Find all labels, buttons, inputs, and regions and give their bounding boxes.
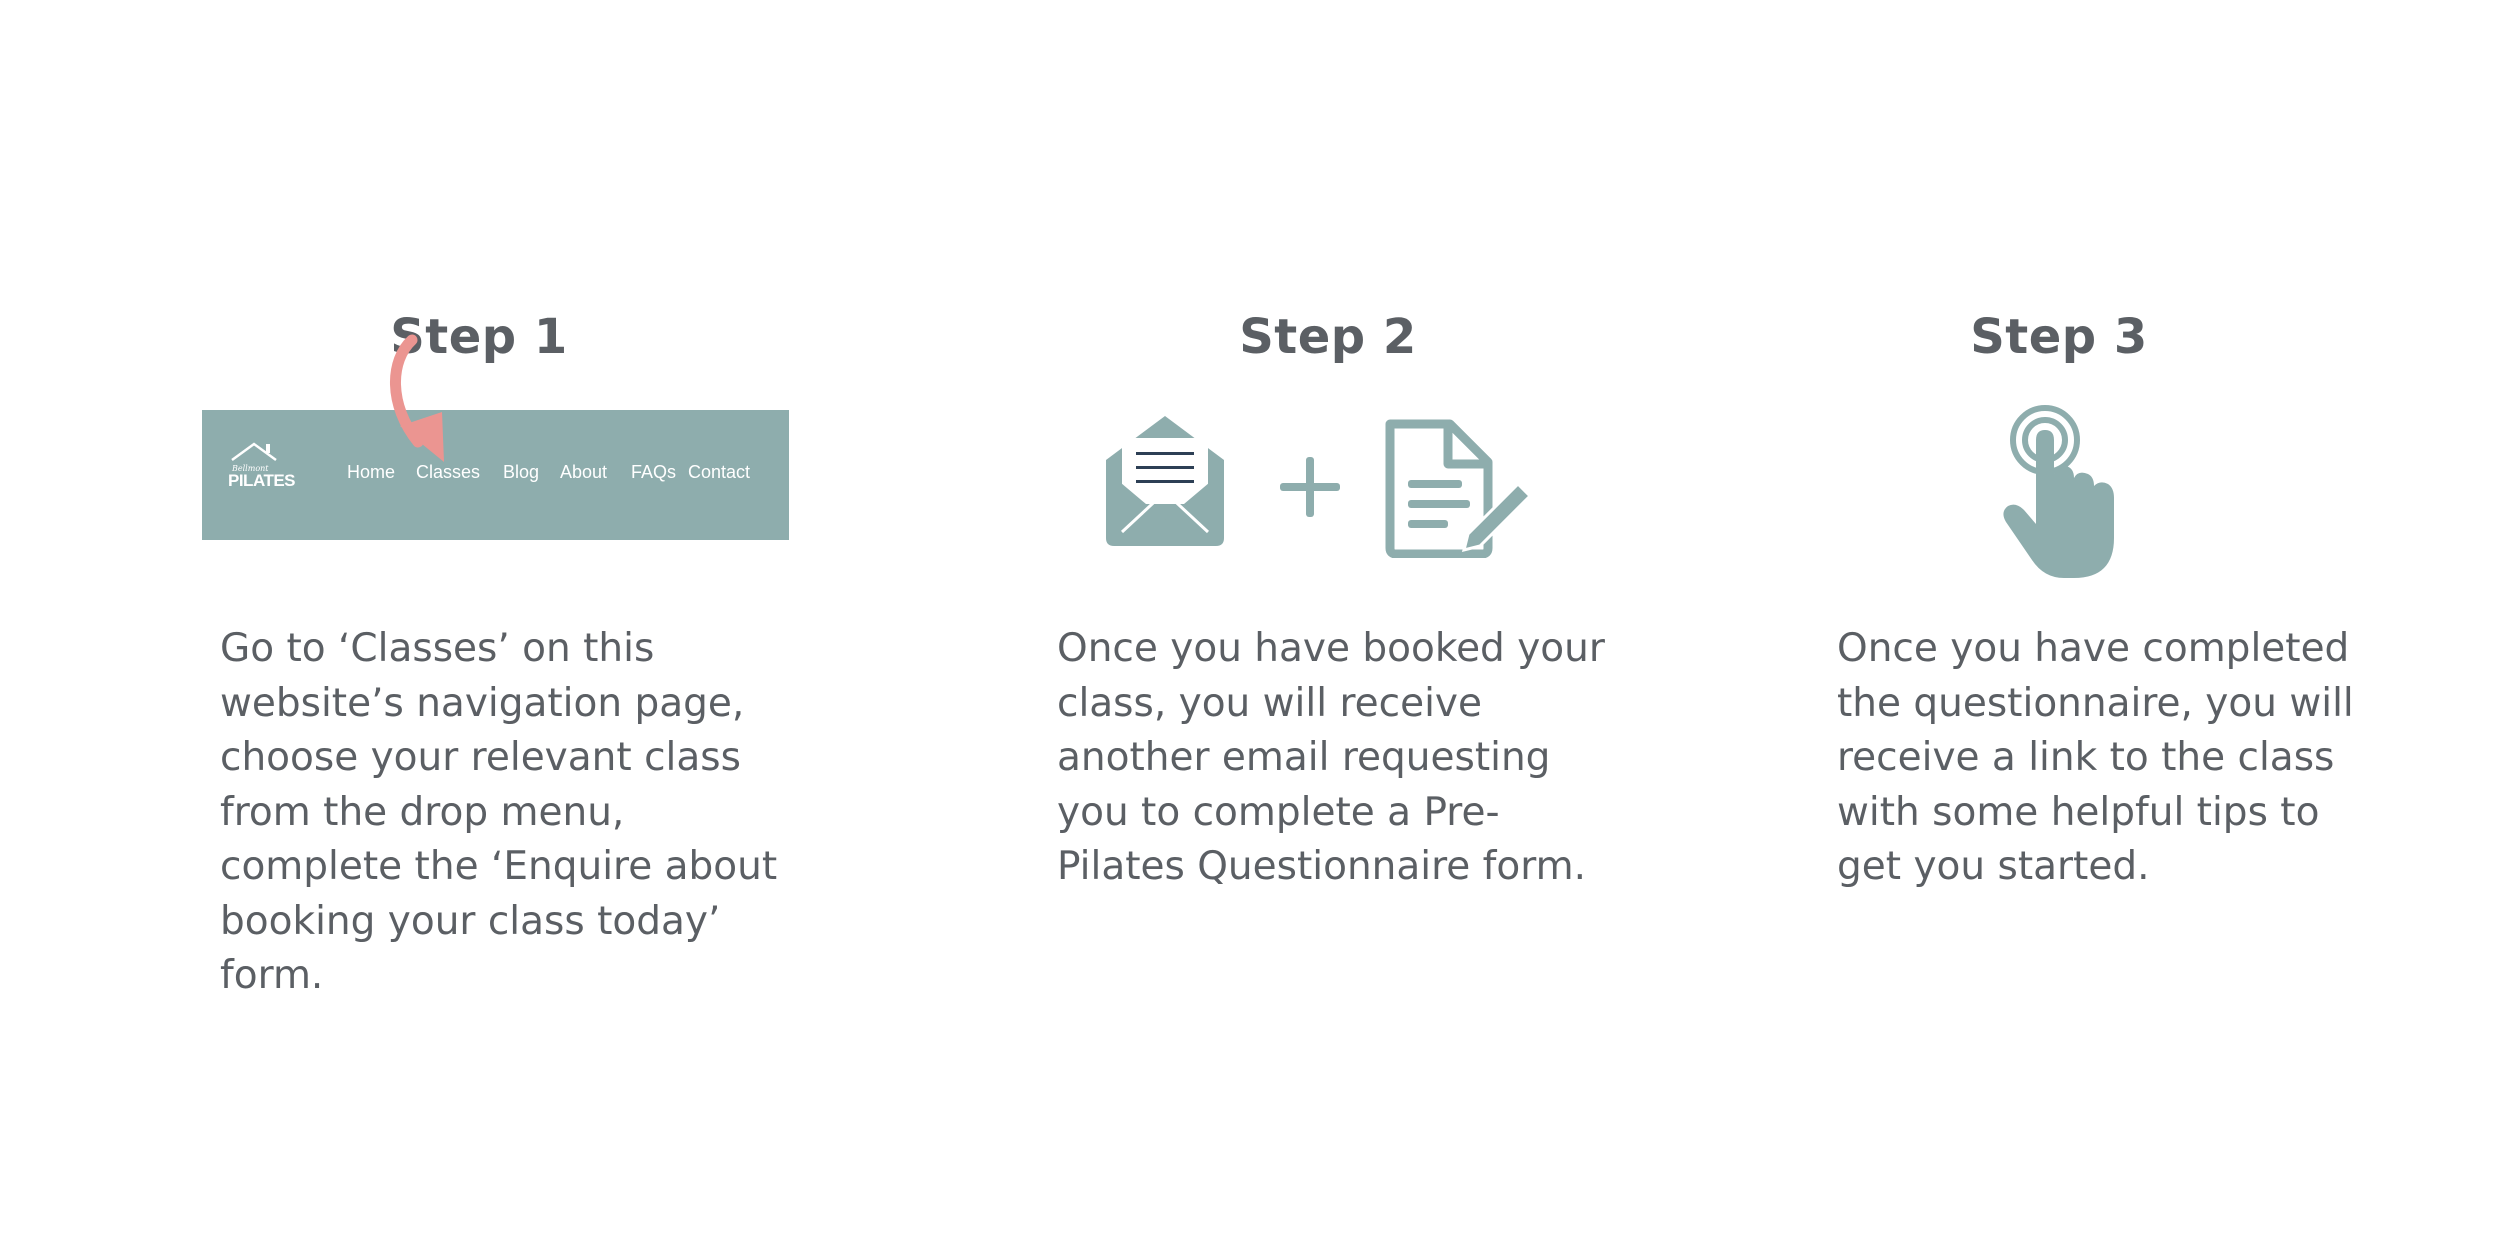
nav-item-blog[interactable]: Blog xyxy=(503,462,540,482)
nav-item-home[interactable]: Home xyxy=(347,462,396,482)
nav-item-about[interactable]: About xyxy=(560,462,608,482)
finger-tap-icon xyxy=(2000,404,2120,584)
logo-brand: PILATES xyxy=(228,471,296,490)
pilates-logo xyxy=(226,440,296,500)
logo-tagline: Bellmont xyxy=(232,464,269,473)
step-3-description: Once you have completed the questionnaire, you will receive a link to the class with some helpful tips to get you started. xyxy=(1837,626,2354,889)
nav-item-faqs[interactable]: FAQs xyxy=(631,462,677,482)
step-1-title: Step 1 xyxy=(390,309,568,365)
house-roof-icon xyxy=(230,440,282,464)
step-3-title: Step 3 xyxy=(1970,309,2148,365)
open-envelope-icon xyxy=(1100,410,1230,550)
step-2-description: Once you have booked your class, you will receive another email requesting you to complete a Pre- Pilates Questionnaire form. xyxy=(1057,626,1605,889)
step-2-title: Step 2 xyxy=(1239,309,1417,365)
step-1-description: Go to ‘Classes’ on this website’s navigation page, choose your relevant class from the drop menu, complete the ‘Enquire about booking your class today’ form. xyxy=(220,626,778,998)
document-edit-icon xyxy=(1384,418,1534,558)
plus-icon xyxy=(1278,455,1342,519)
nav-item-contact[interactable]: Contact xyxy=(688,462,751,482)
nav-item-classes[interactable]: Classes xyxy=(416,462,481,482)
navigation-bar-illustration xyxy=(202,410,789,540)
curved-arrow-icon xyxy=(360,330,470,470)
